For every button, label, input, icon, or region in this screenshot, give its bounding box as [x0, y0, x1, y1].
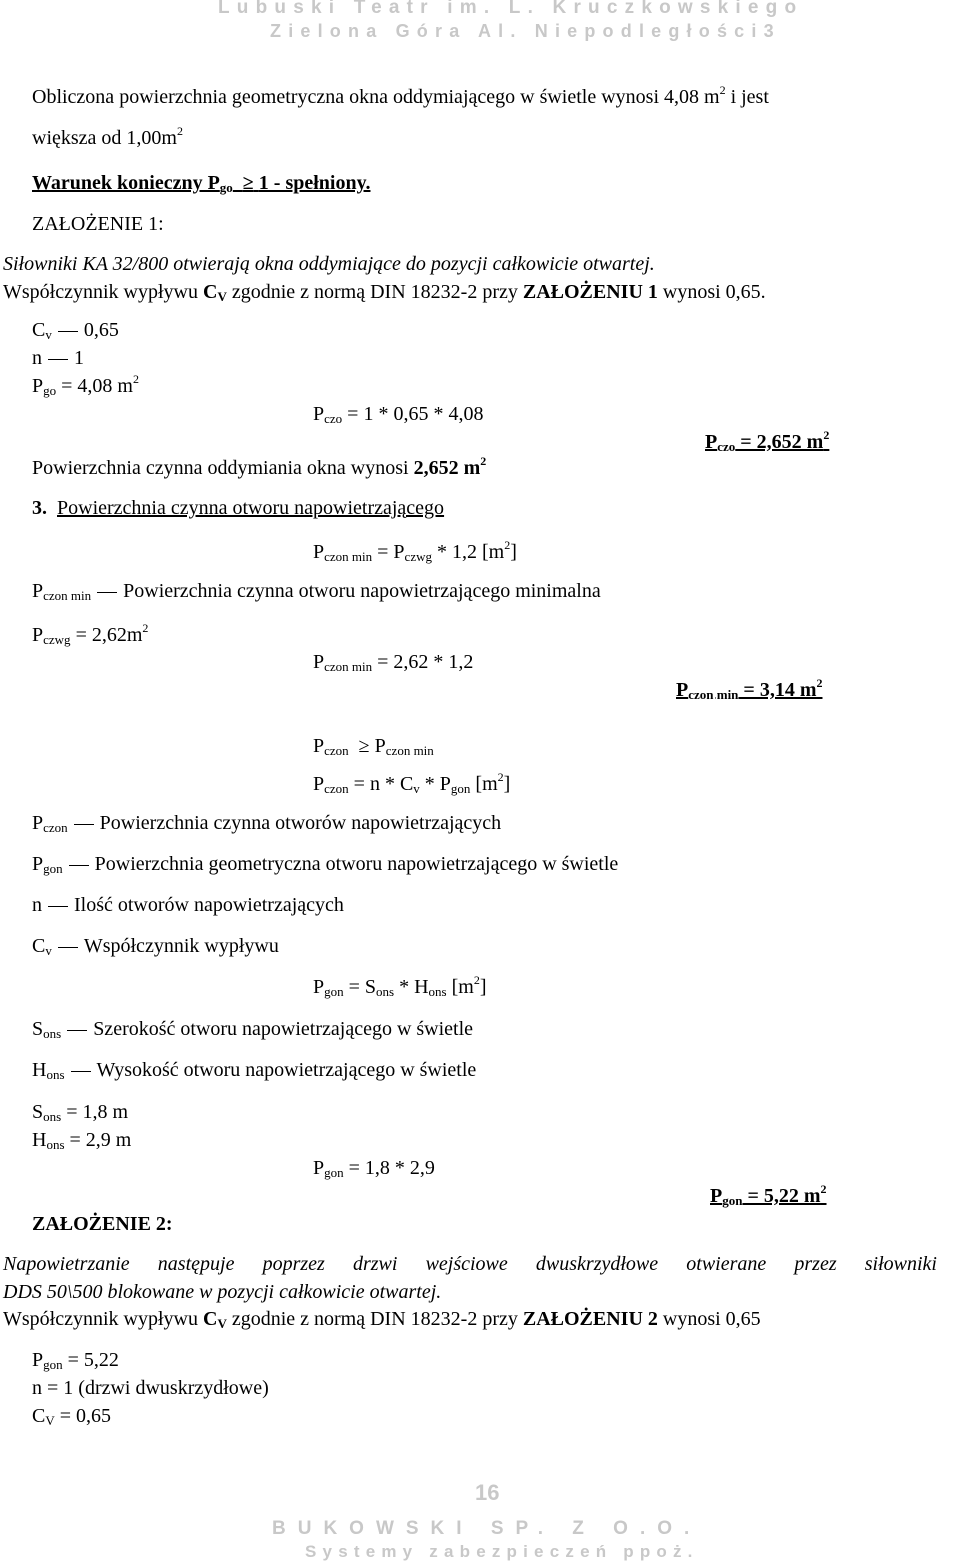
cv-value: $C_v$ 0,65 [32, 319, 119, 342]
sons-value: $S_{ons} = 1,8$ m [32, 1101, 129, 1124]
dash-icon [67, 1030, 87, 1031]
wspolczynnik-line-1: Współczynnik wypływu $C_V$ zgodnie z normą DIN 18232-2 przy ZAŁOŻENIU 1 wynosi 0,65. [3, 281, 766, 304]
pczo-result: $P_{czo} = 2,652$ $m^2$ [705, 428, 830, 454]
hons-value: $H_{ons} = 2,9$ m [32, 1129, 132, 1152]
dash-icon [74, 824, 94, 825]
pgon-calc: $P_{gon} = 1,8 * 2,9$ [313, 1157, 435, 1180]
pgon-result: $P_{gon} = 5,22$ $m^2$ [710, 1182, 827, 1208]
dash-icon [58, 947, 78, 948]
cv-description: $C_v$ Współczynnik wypływu [32, 935, 279, 958]
sons-description: $S_{ons}$ Szerokość otworu napowietrzającego w świetle [32, 1018, 474, 1041]
intro-line-1: Obliczona powierzchnia geometryczna okna oddymiającego w świetle wynosi 4,08 $m^2$ i jest [32, 83, 769, 108]
n-value: n 1 [32, 347, 84, 369]
n-description: n Ilość otworów napowietrzających [32, 894, 344, 916]
zalozenie-1-heading: ZAŁOŻENIE 1: [32, 213, 164, 235]
dash-icon [69, 865, 89, 866]
pgon-formula: $P_{gon} = S_{ons} * H_{ons}$ $[m^2]$ [313, 973, 487, 999]
pgon-description: $P_{gon}$ Powierzchnia geometryczna otworu napowietrzającego w świetle [32, 853, 619, 876]
pgo-value: $P_{go} = 4,08$ $m^2$ [32, 372, 139, 398]
pczon-min-calc: $P_{czon min} = 2,62 * 1,2$ [313, 651, 474, 674]
pczon-geq-line: $P_{czon} \ge P_{czon min}$ [313, 735, 434, 758]
intro-line-2: większa od $1,00m^2$ [32, 124, 183, 149]
powierzchnia-czynna-line: Powierzchnia czynna oddymiania okna wynosi 2,652 $m^2$ [32, 454, 487, 479]
pczon-min-formula: $P_{czon min} = P_{czwg} * 1,2$ $[m^2]$ [313, 538, 517, 564]
header-line-2: Zielona Góra Al. Niepodległości3 [270, 21, 781, 41]
page-number: 16 [475, 1480, 500, 1505]
hons-description: $H_{ons}$ Wysokość otworu napowietrzającego w świetle [32, 1059, 477, 1082]
dash-icon [71, 1071, 91, 1072]
pczon-formula: $P_{czon} = n * C_v * P_{gon}$ $[m^2]$ [313, 770, 511, 796]
dash-icon [97, 592, 117, 593]
footer-tagline: Systemy zabezpieczeń ppoż. [305, 1542, 699, 1561]
pczon-min-description: $P_{czon min}$ Powierzchnia czynna otworu napowietrzającego minimalna [32, 580, 601, 603]
pczon-description: $P_{czon}$ Powierzchnia czynna otworów napowietrzających [32, 812, 502, 835]
wspolczynnik-line-2: Współczynnik wypływu $C_V$ zgodnie z normą DIN 18232-2 przy ZAŁOŻENIU 2 wynosi 0,65 [3, 1308, 761, 1331]
warunek-line: Warunek konieczny $P_{go} \ge 1$ - spełniony. [32, 172, 371, 195]
footer-company: BUKOWSKI SP. Z O.O. [272, 1518, 702, 1539]
dash-icon [48, 906, 68, 907]
cv-2-value: $C_V = 0,65$ [32, 1405, 112, 1428]
pczon-min-result: $P_{czon min} = 3,14$ $m^2$ [676, 676, 823, 702]
n-2-value: n = 1 (drzwi dwuskrzydłowe) [32, 1377, 269, 1399]
section-3-heading: 3. Powierzchnia czynna otworu napowietrzającego [32, 497, 445, 519]
pgon-2-value: $P_{gon} = 5,22$ [32, 1349, 119, 1372]
zalozenie-2-heading: ZAŁOŻENIE 2: [32, 1213, 173, 1235]
pczo-formula: $P_{czo} = 1 * 0,65 * 4,08$ [313, 403, 484, 426]
pczwg-value: $P_{czwg} = 2,62m^2$ [32, 621, 149, 647]
silowniki-line: Siłowniki KA 32/800 otwierają okna oddymiające do pozycji całkowicie otwartej. [3, 253, 655, 275]
napowietrzanie-line-1: Napowietrzanie następuje poprzez drzwi wejściowe dwuskrzydłowe otwierane przez siłowniki [3, 1253, 937, 1275]
dash-icon [48, 359, 68, 360]
dash-icon [58, 331, 78, 332]
header-line-1: Lubuski Teatr im. L. Kruczkowskiego [218, 0, 804, 18]
napowietrzanie-line-2: DDS 50\500 blokowane w pozycji całkowicie otwartej. [3, 1281, 442, 1303]
